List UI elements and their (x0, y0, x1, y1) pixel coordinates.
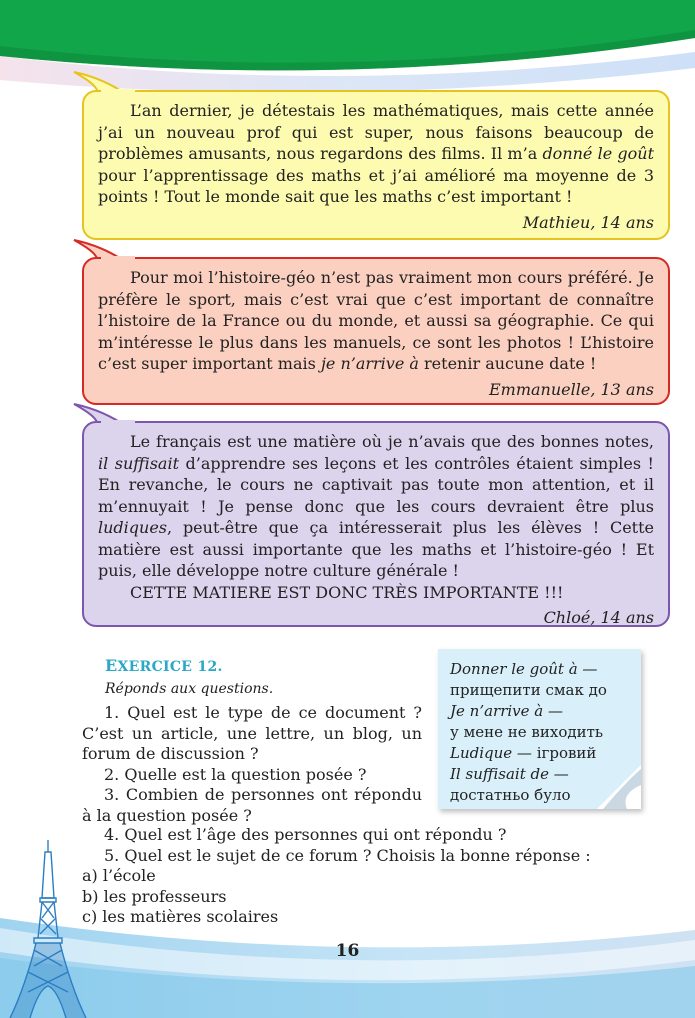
exercise-title: EXERCICE 12. (105, 656, 223, 675)
speech-bubble-chloe (82, 421, 670, 627)
vocab-french: Ludique — (450, 744, 537, 762)
answer-option: b) les professeurs (82, 886, 227, 906)
vocab-french: Donner le goût à — (450, 660, 598, 678)
vocabulary-note (438, 649, 641, 809)
answer-option: c) les matières scolaires (82, 907, 279, 926)
question-item: 3. Combien de personnes ont répondu à la question posée ? (82, 785, 422, 825)
question-item: 5. Quel est le sujet de ce forum ? Choisis la bonne réponse : (104, 845, 591, 865)
question-list (82, 703, 422, 826)
answer-option: a) l’école (82, 866, 156, 885)
signature: Mathieu, 14 ans (522, 212, 654, 232)
vocab-ukrainian: достатньо було (450, 786, 571, 804)
eiffel-tower-icon (8, 838, 88, 1018)
question-item: 4. Quel est l’âge des personnes qui ont répondu ? (104, 825, 507, 844)
page-curl-icon (597, 765, 641, 809)
bubble-text: L’an dernier, je détestais les mathématiques, mais cette année j’ai un nouveau prof qui est super, nous faisons beaucoup de problèmes amusants, nous regardons des films. Il m’a donné le goût pour l’apprentissage des maths et j’ai amélioré ma moyenne de 3 points ! Tout le monde sait que les maths c’est important ! (98, 101, 654, 206)
vocab-french: Il suffisait de — (450, 765, 569, 783)
bubble-tail-cover-purple (101, 420, 135, 425)
exercise-instruction: Réponds aux questions. (105, 681, 274, 697)
vocab-ukrainian: у мене не виходить (450, 723, 604, 741)
bubble-tail-cover-red (101, 256, 135, 261)
signature: Emmanuelle, 13 ans (488, 379, 654, 399)
page-number: 16 (335, 941, 360, 961)
vocab-french: Je n’arrive à — (450, 702, 563, 720)
caps-line: CETTE MATIERE EST DONC TRÈS IMPORTANTE !!! (130, 582, 564, 602)
bubble-tail-cover-yellow (101, 89, 135, 94)
signature: Chloé, 14 ans (543, 608, 654, 627)
question-item: 2. Quelle est la question posée ? (104, 764, 367, 784)
vocab-ukrainian: прищепити смак до (450, 681, 607, 699)
speech-bubble-mathieu (82, 90, 670, 240)
bubble-text: Pour moi l’histoire-géo n’est pas vraiment mon cours préféré. Je préfère le sport, mais c’est vrai que c’est important de connaître l’histoire de la France ou du monde, et aussi sa géographie. Ce qui m’intéresse le plus dans les manuels, ce sont les photos ! L’histoire c’est super important mais je n’arrive à retenir aucune date ! (98, 268, 654, 373)
speech-bubble-emmanuelle (82, 257, 670, 405)
vocab-ukrainian: ігровий (536, 744, 597, 762)
question-item: 1. Quel est le type de ce document ? C’est un article, une lettre, un blog, un forum de discussion ? (82, 703, 422, 763)
bubble-text: Le français est une matière où je n’avais que des bonnes notes, il suffisait d’apprendre ses leçons et les contrôles étaient simples ! En revanche, le cours ne captivait pas toute mon attention, et il m’ennuyait ! Je pense donc que les cours devraient être plus ludiques, peut-être que ça intéresserait plus les élèves ! Cette matière est aussi importante que les maths et l’histoire-géo ! Et puis, elle développe notre culture générale ! (98, 432, 654, 580)
